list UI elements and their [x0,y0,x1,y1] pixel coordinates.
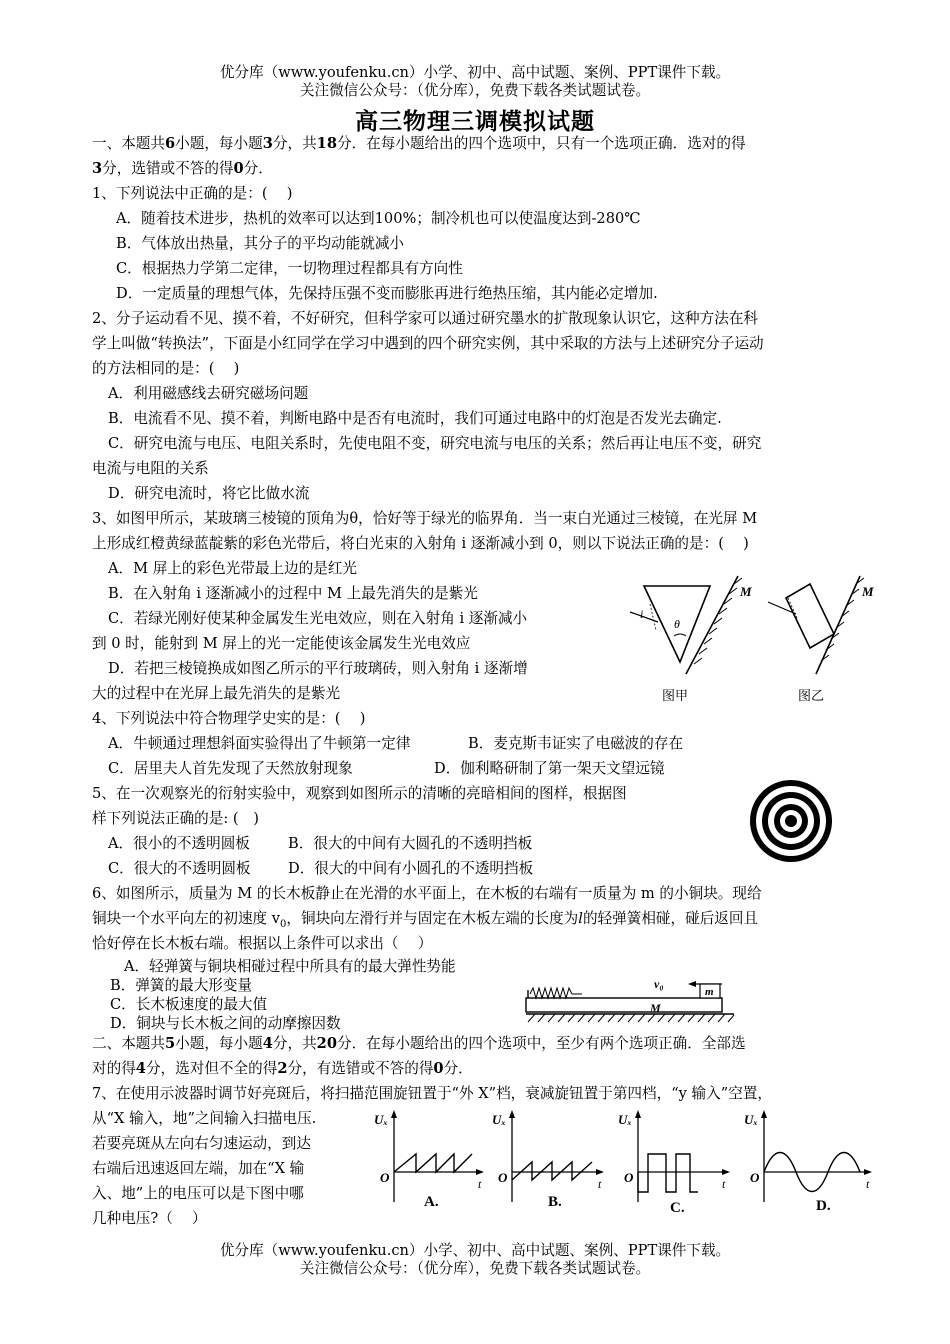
spring [530,988,572,998]
q2-option-c-1: C．研究电流与电压、电阻关系时，先使电阻不变，研究电流与电压的关系；然后再让电压不变，研究 [108,435,762,452]
velocity-label: v₀ [654,977,664,991]
section2-line2: 对的得4分，选对但不全的得2分，有选错或不答的得0分． [92,1060,473,1077]
svg-text:Uₓ: Uₓ [492,1112,506,1127]
graph-c [618,1110,730,1216]
q2-option-b: B．电流看不见、摸不着，判断电路中是否有电流时，我们可通过电路中的灯泡是否发光去确定. [108,410,722,427]
q6-option-c: C．长木板速度的最大值 [110,996,268,1013]
footer-line-1: 优分库（www.youfenku.cn）小学、初中、高中试题、案例、PPT课件下载。 [219,1242,731,1259]
q1-option-a: A．随着技术进步，热机的效率可以达到100%；制冷机也可以使温度达到-280℃ [116,210,641,227]
header-line-2: 关注微信公众号：（优分库），免费下载各类试题试卷。 [299,82,651,99]
q1-option-b: B．气体放出热量，其分子的平均动能就减小 [116,235,405,252]
q1-option-d: D．一定质量的理想气体，先保持压强不变而膨胀再进行绝热压缩，其内能必定增加. [116,285,658,302]
q5-option-c: C．很大的不透明圆板 [108,860,251,877]
q6-option-d: D．铜块与长木板之间的动摩擦因数 [110,1015,341,1032]
prism-figure [628,570,878,710]
figure-yi-label: 图乙 [798,688,825,703]
svg-text:t: t [722,1177,726,1191]
incidence-label: i [640,607,644,621]
q2-option-c-2: 电流与电阻的关系 [92,460,209,477]
q7-stem-5: 入、地”上的电压可以是下图中哪 [92,1185,304,1202]
q2-option-d: D．研究电流时，将它比做水流 [108,485,310,502]
board-spring-figure [526,968,734,1030]
svg-text:O: O [750,1170,760,1185]
q3-stem-1: 3、如图甲所示，某玻璃三棱镜的顶角为θ，恰好等于绿光的临界角．当一束白光通过三棱镜，在光屏 M [92,510,758,527]
page-title: 高三物理三调模拟试题 [355,108,595,135]
svg-text:O: O [380,1170,390,1185]
svg-text:D.: D. [816,1198,831,1214]
q2-stem-2: 学上叫做“转换法”，下面是小红同学在学习中遇到的四个研究实例，其中采取的方法与上述研究分子运动 [92,335,764,352]
block-mass-label: m [705,986,714,998]
q7-stem-1: 7、在使用示波器时调节好亮斑后，将扫描范围旋钮置于“外 X”档，衰减旋钮置于第四档，“y 输入”空置， [92,1085,772,1102]
section1-line2: 3分，选错或不答的得0分． [92,160,273,177]
header-line-1: 优分库（www.youfenku.cn）小学、初中、高中试题、案例、PPT课件下载。 [219,64,731,81]
svg-text:C.: C. [670,1200,685,1216]
q5-option-d: D．很大的中间有小圆孔的不透明挡板 [288,860,534,877]
figure-yi [768,576,874,703]
q4-option-a: A．牛顿通过理想斜面实验得出了牛顿第一定律 [108,735,411,752]
glass-brick [786,584,834,648]
voltage-graphs-figure [372,1106,880,1218]
q4-option-c: C．居里夫人首先发现了天然放射现象 [108,760,353,777]
q6-stem-2: 铜块一个水平向左的初速度 $v_0$，铜块向左滑行并与固定在木板左端的长度为l的轻弹簧相碰，碰后返回且 [92,910,759,930]
graph-a [374,1110,484,1210]
q6-stem-3: 恰好停在长木板右端。根据以上条件可以求出（ ） [92,935,433,952]
diffraction-rings-figure [748,778,834,864]
q7-stem-3: 若要亮斑从左向右匀速运动，到达 [92,1135,311,1152]
svg-text:O: O [624,1170,634,1185]
board-mass-label: M [650,1001,661,1015]
q1-option-c: C．根据热力学第二定律，一切物理过程都具有方向性 [116,260,463,277]
q3-option-d-1: D．若把三棱镜换成如图乙所示的平行玻璃砖，则入射角 i 逐渐增 [108,660,528,677]
q2-option-a: A．利用磁感线去研究磁场问题 [108,385,309,402]
svg-text:O: O [498,1170,508,1185]
q7-stem-6: 几种电压?（ ） [92,1210,207,1227]
q1-stem: 1、下列说法中正确的是：( ) [92,185,293,202]
svg-text:Uₓ: Uₓ [374,1112,388,1127]
normal-line-yi [788,598,798,620]
q4-stem: 4、下列说法中符合物理学史实的是：( ) [92,710,366,727]
section2-line1: 二、本题共5小题，每小题4分，共20分．在每小题给出的四个选项中，至少有两个选项正确．全部选 [92,1035,746,1052]
q3-option-c-1: C．若绿光刚好使某种金属发生光电效应，则在入射角 i 逐渐减小 [108,610,528,627]
q5-option-a: A．很小的不透明圆板 [108,835,250,852]
svg-text:Uₓ: Uₓ [744,1112,758,1127]
q6-option-b: B．弹簧的最大形变量 [110,977,253,994]
q3-option-d-2: 大的过程中在光屏上最先消失的是紫光 [92,685,341,702]
screen-m-label-right: M [862,584,874,599]
q4-option-d: D．伽利略研制了第一架天文望远镜 [434,760,665,777]
footer-line-2: 关注微信公众号：（优分库），免费下载各类试题试卷。 [299,1260,651,1277]
figure-jia-label: 图甲 [662,688,689,703]
q5-option-b: B．很大的中间有大圆孔的不透明挡板 [288,835,533,852]
theta-label: θ [674,617,680,631]
q3-stem-2: 上形成红橙黄绿蓝靛紫的彩色光带后，将白光束的入射角 i 逐渐减小到 0，则以下说法正确的是：( ) [92,535,749,552]
svg-text:A.: A. [424,1194,439,1210]
section1-line1: 一、本题共6小题，每小题3分，共18分．在每小题给出的四个选项中，只有一个选项正确．选对的得 [92,135,746,152]
q4-option-b: B．麦克斯韦证实了电磁波的存在 [468,735,684,752]
q3-option-a: A．M 屏上的彩色光带最上边的是红光 [108,560,358,577]
long-board [526,998,722,1012]
q3-option-b: B．在入射角 i 逐渐减小的过程中 M 上最先消失的是紫光 [108,585,478,602]
screen-m-label-left: M [740,584,752,599]
q2-stem-3: 的方法相同的是：( ) [92,360,240,377]
svg-text:B.: B. [548,1194,562,1210]
q5-stem-2: 样下列说法正确的是: ( ) [92,810,259,827]
q6-option-a: A．轻弹簧与铜块相碰过程中所具有的最大弹性势能 [124,958,456,975]
q7-stem-2: 从“X 输入，地”之间输入扫描电压. [92,1110,317,1127]
incident-ray-yi [768,602,796,614]
svg-text:t: t [478,1177,482,1191]
svg-text:Uₓ: Uₓ [618,1112,632,1127]
svg-text:t: t [598,1177,602,1191]
q5-stem-1: 5、在一次观察光的衍射实验中，观察到如图所示的清晰的亮暗相间的图样，根据图 [92,785,627,802]
q6-stem-1: 6、如图所示，质量为 M 的长木板静止在光滑的水平面上，在木板的右端有一质量为 m 的小铜块。现给 [92,885,762,902]
svg-text:t: t [866,1177,870,1191]
q7-stem-4: 右端后迅速返回左端，加在“X 输 [92,1160,305,1177]
graph-b [492,1110,604,1210]
graph-d [744,1110,872,1214]
angle-arc [674,634,686,636]
q2-stem-1: 2、分子运动看不见、摸不着，不好研究，但科学家可以通过研究墨水的扩散现象认识它，这种方法在科 [92,310,759,327]
figure-jia [630,576,752,703]
q3-option-c-2: 到 0 时，能射到 M 屏上的光一定能使该金属发生光电效应 [92,635,471,652]
